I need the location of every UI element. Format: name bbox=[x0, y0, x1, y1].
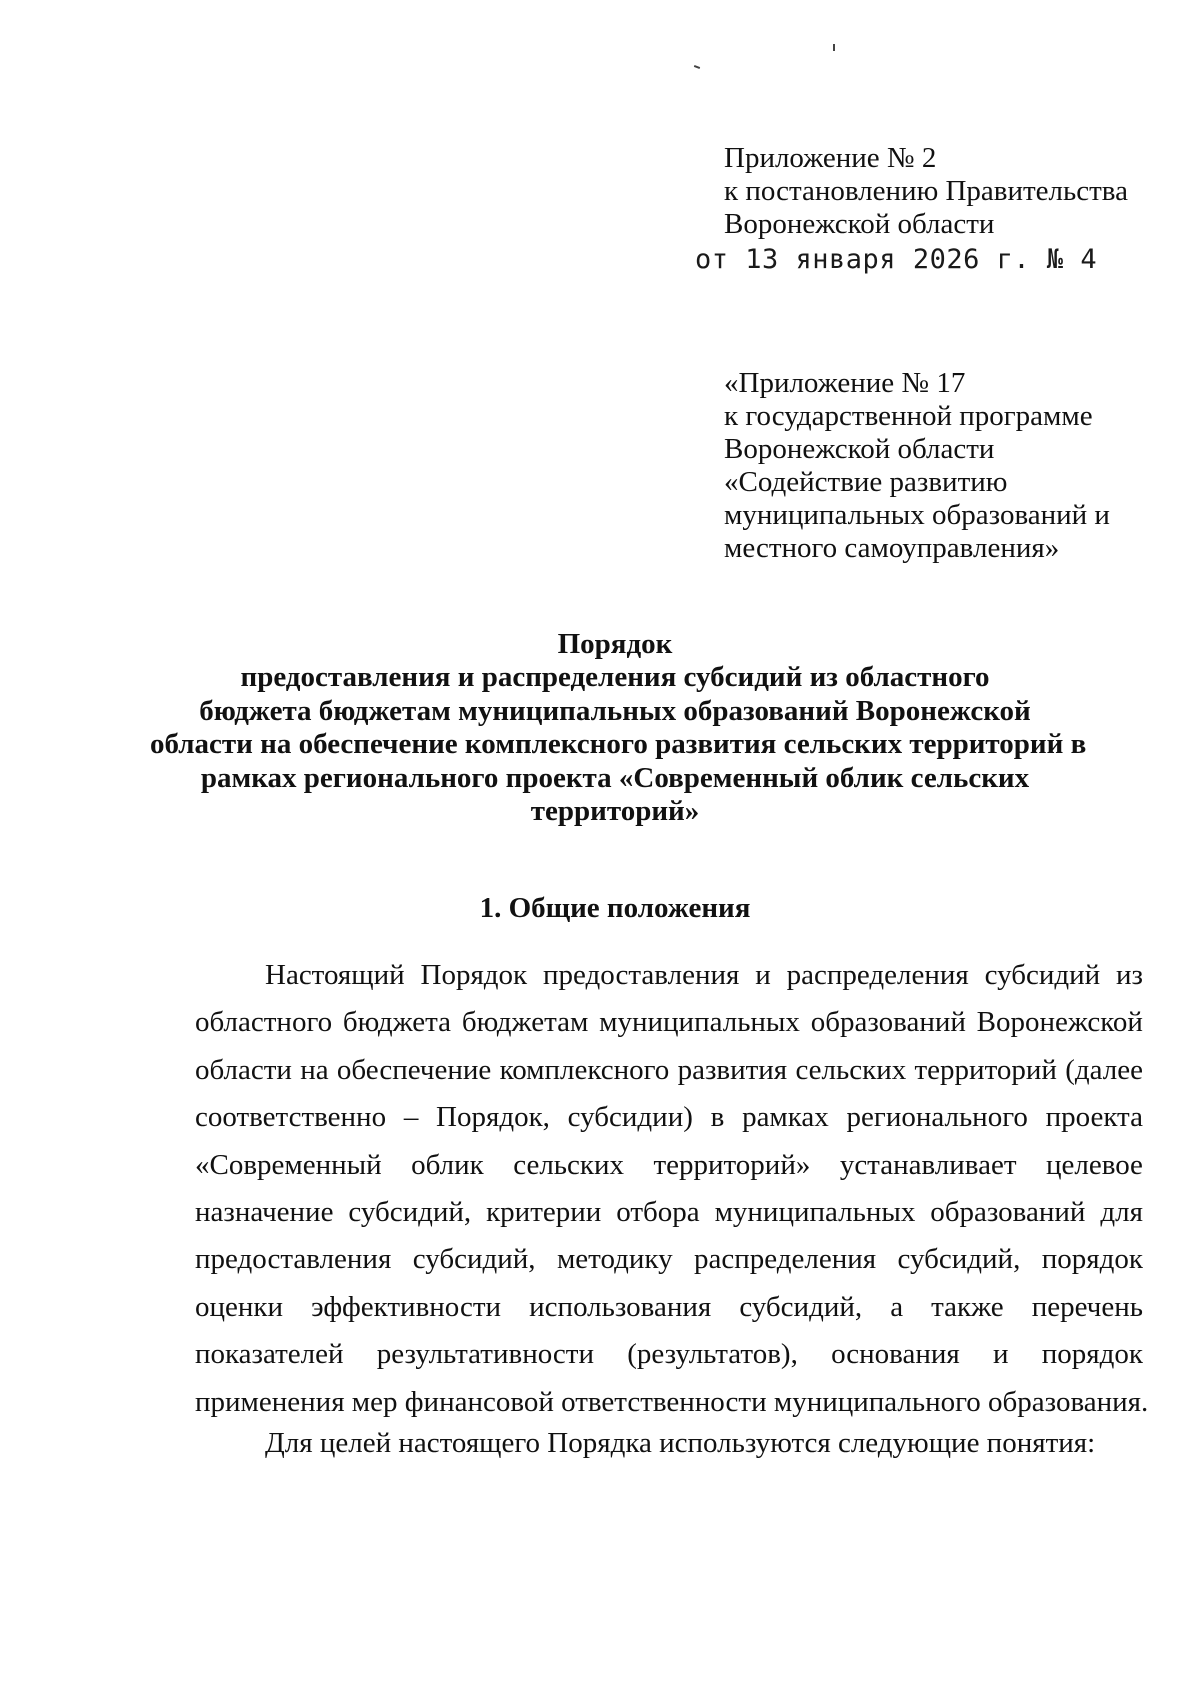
paragraph-line bbox=[195, 1142, 1143, 1189]
paragraph-line bbox=[195, 1094, 1143, 1141]
body-paragraph: Для целей настоящего Порядка используются следующие понятия: bbox=[265, 1427, 1096, 1459]
word: – bbox=[403, 1101, 419, 1134]
title-line: рамках регионального проекта «Современный облик сельских bbox=[200, 761, 1030, 794]
title-line: бюджета бюджетам муниципальных образований Воронежской bbox=[199, 694, 1031, 727]
title-line: Порядок bbox=[557, 628, 673, 660]
word: использования bbox=[529, 1290, 712, 1323]
appendix-2-block bbox=[724, 142, 1164, 241]
appendix-17-line: «Приложение № 17 bbox=[724, 367, 966, 399]
word: регионального bbox=[846, 1101, 1028, 1134]
word: (результатов), bbox=[627, 1338, 798, 1371]
word: результативности bbox=[376, 1338, 594, 1371]
word: основания bbox=[831, 1338, 960, 1371]
word: порядок bbox=[1041, 1243, 1143, 1276]
word: сельских bbox=[795, 1053, 907, 1086]
title-line: области на обеспечение комплексного развития сельских территорий в bbox=[150, 728, 1087, 761]
paragraph-line bbox=[195, 952, 1143, 999]
word: образований bbox=[810, 1006, 966, 1039]
word: предоставления bbox=[543, 959, 740, 991]
word: сельских bbox=[513, 1148, 624, 1181]
paragraph-line bbox=[195, 1047, 1143, 1094]
word: оценки bbox=[195, 1290, 284, 1323]
word: Порядок bbox=[420, 959, 528, 991]
word: рамках bbox=[742, 1101, 829, 1134]
word: обеспечение bbox=[336, 1053, 492, 1086]
paragraph-line bbox=[195, 1331, 1143, 1378]
appendix-17-line: муниципальных образований и bbox=[724, 499, 1110, 531]
appendix-2-line: к постановлению Правительства bbox=[724, 175, 1128, 207]
appendix-2-line: Воронежской области bbox=[724, 208, 995, 240]
word: субсидий, bbox=[739, 1290, 863, 1323]
word: распределения bbox=[786, 959, 969, 991]
word: территорий bbox=[914, 1053, 1057, 1086]
word: и bbox=[992, 1338, 1009, 1371]
word: областного bbox=[195, 1006, 333, 1039]
word: (далее bbox=[1065, 1053, 1143, 1086]
word: субсидий, bbox=[348, 1195, 472, 1228]
word: муниципальных bbox=[714, 1195, 916, 1228]
word: Настоящий bbox=[265, 959, 405, 991]
word: образований bbox=[930, 1195, 1086, 1228]
word: критерии bbox=[486, 1195, 602, 1228]
word: порядок bbox=[1041, 1338, 1143, 1371]
word: бюджетам bbox=[461, 1006, 589, 1039]
word: а bbox=[890, 1290, 904, 1323]
word: применения мер финансовой ответственности муниципального образования. bbox=[195, 1385, 1149, 1418]
word: для bbox=[1100, 1195, 1143, 1228]
word: субсидий bbox=[984, 959, 1101, 991]
word: в bbox=[710, 1101, 725, 1134]
word: территорий» bbox=[653, 1148, 811, 1181]
section-heading: 1. Общие положения bbox=[479, 892, 751, 924]
scan-artifact bbox=[694, 65, 700, 69]
appendix-2-line: Приложение № 2 bbox=[724, 142, 937, 174]
appendix-17-line: к государственной программе bbox=[724, 400, 1093, 432]
word: субсидий, bbox=[412, 1243, 536, 1276]
word: показателей bbox=[195, 1338, 344, 1371]
word: субсидий, bbox=[897, 1243, 1021, 1276]
body-paragraph bbox=[195, 952, 1149, 1426]
paragraph-line bbox=[195, 999, 1143, 1046]
word: комплексного bbox=[499, 1053, 670, 1086]
word: соответственно bbox=[195, 1101, 387, 1134]
word: назначение bbox=[195, 1195, 334, 1228]
title-line: территорий» bbox=[530, 795, 700, 828]
paragraph-line bbox=[195, 1236, 1143, 1283]
word: распределения bbox=[694, 1243, 877, 1276]
word: муниципальных bbox=[599, 1006, 800, 1039]
appendix-17-line: Воронежской области bbox=[724, 433, 995, 465]
word: также bbox=[931, 1290, 1004, 1323]
appendix-17-line: «Содействие развитию bbox=[724, 466, 1008, 498]
word: предоставления bbox=[195, 1243, 392, 1276]
paragraph-line bbox=[195, 1379, 1149, 1426]
word: на bbox=[300, 1053, 329, 1086]
word: устанавливает bbox=[839, 1148, 1017, 1181]
paragraph-line bbox=[195, 1284, 1143, 1331]
word: методику bbox=[556, 1243, 673, 1276]
word: «Современный bbox=[195, 1148, 382, 1181]
document-title bbox=[150, 628, 1087, 828]
word: отбора bbox=[616, 1195, 700, 1228]
appendix-17-block bbox=[724, 367, 1184, 565]
title-line: предоставления и распределения субсидий из областного bbox=[240, 661, 990, 694]
scan-artifact bbox=[833, 44, 835, 51]
word: облик bbox=[411, 1148, 484, 1181]
word: Порядок, bbox=[436, 1101, 550, 1134]
word: целевое bbox=[1045, 1148, 1143, 1181]
word: субсидии) bbox=[567, 1101, 693, 1134]
word: развития bbox=[677, 1053, 788, 1086]
word: Воронежской bbox=[976, 1006, 1143, 1039]
appendix-17-line: местного самоуправления» bbox=[724, 532, 1060, 564]
word: перечень bbox=[1031, 1290, 1143, 1323]
word: бюджета bbox=[342, 1006, 452, 1039]
decree-date-number: от 13 января 2026 г. № 4 bbox=[695, 244, 1098, 275]
word: проекта bbox=[1045, 1101, 1143, 1134]
word: эффективности bbox=[311, 1290, 502, 1323]
word: и bbox=[755, 959, 771, 991]
word: из bbox=[1116, 959, 1143, 991]
word: области bbox=[195, 1053, 292, 1086]
paragraph-line bbox=[195, 1189, 1143, 1236]
